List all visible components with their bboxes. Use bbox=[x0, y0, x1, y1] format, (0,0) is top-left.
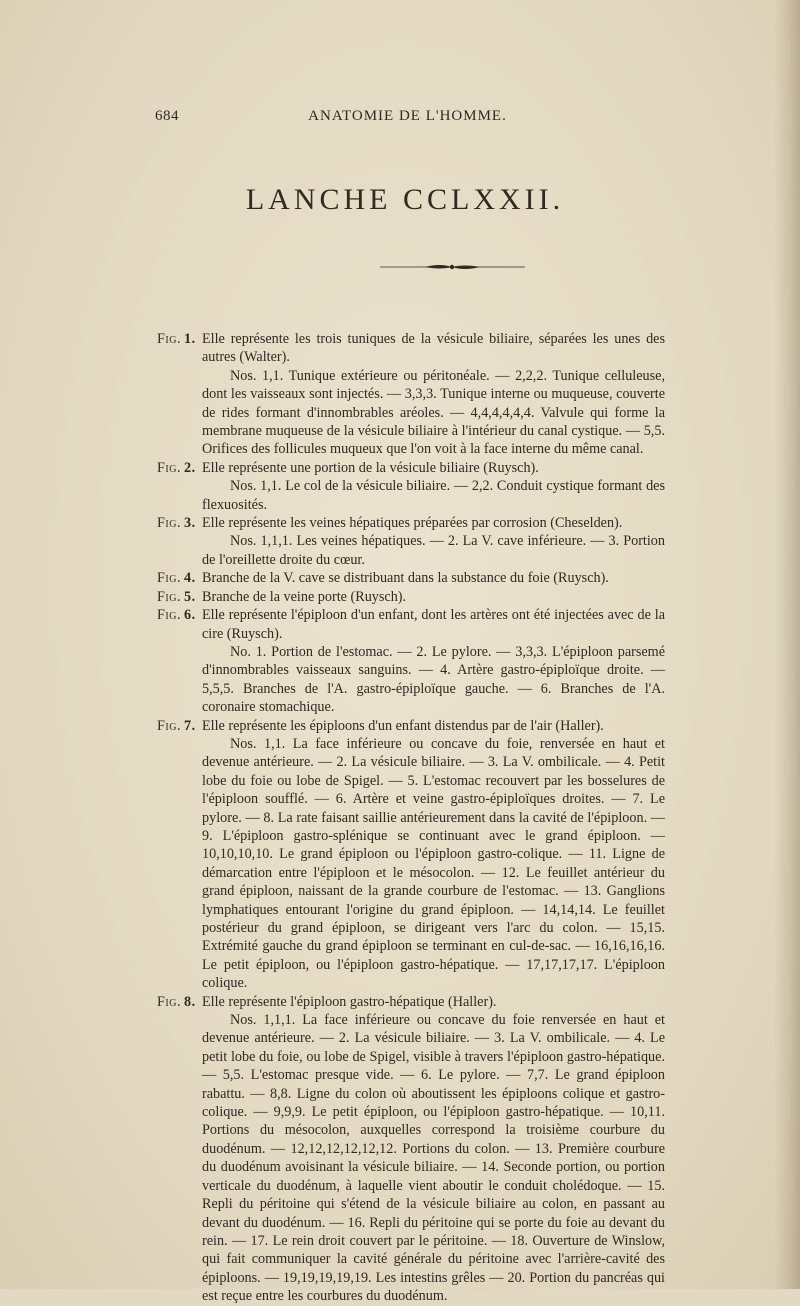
figure-caption: Elle représente l'épiploon d'un enfant, dont les artères ont été injectées avec de la cire (Ruysch). bbox=[202, 607, 665, 642]
figure-number: 2. bbox=[184, 459, 196, 476]
figure-detail: Nos. 1,1,1. La face inférieure ou concave du foie renversée en haut et devenue antérieure. — 2. La vésicule biliaire. — 3. La V. ombilicale. — 4. Le petit lobe du foie, ou lobe de Spigel, visible à travers l'épiploon gastro-hépatique. — 5,5. L'estomac presque vide. — 6. Le pylore. — 7,7. Le grand épiploon rabattu. — 8,8. Ligne du colon où aboutissent les épiploons colique et gastro-colique. — 9,9,9. Le petit épiploon, ou l'épiploon gastro-hépatique. — 10,11. Portions du mésocolon, auxquelles correspond la troisième courbure du duodénum. — 12,12,12,12,12,12. Portions du colon. — 13. Première courbure du duodénum avoisinant la vésicule biliaire. — 14. Seconde portion, ou portion verticale du duodénum, à laquelle vient aboutir le conduit cholédoque. — 15. Repli du péritoine qui s'étend de la vésicule biliaire au colon, en passant au devant du duodénum. — 16. Repli du péritoine qui se porte du foie au devant du rein. — 17. Le rein droit couvert par le péritoine. — 18. Ouverture de Winslow, qui fait communiquer la cavité générale du péritoine avec l'arrière-cavité des épiploons. — 19,19,19,19,19. Les intestins grêles — 20. Portion du pancréas qui est reçue entre les courbures du duodénum. bbox=[202, 1012, 665, 1305]
figure-detail: Nos. 1,1. Tunique extérieure ou péritonéale. — 2,2,2. Tunique celluleuse, dont les vaisseaux sont injectés. — 3,3,3. Tunique interne ou muqueuse, couverte de rides formant d'innombrables aréoles. — 4,4,4,4,4,4. Valvule qui forme la membrane muqueuse de la vésicule biliaire à l'intérieur du canal cystique. — 5,5. Orifices des follicules muqueux que l'on voit à la face interne du même canal. bbox=[202, 367, 665, 458]
figure-caption: Elle représente une portion de la vésicule biliaire (Ruysch). bbox=[202, 459, 539, 476]
figure-detail: No. 1. Portion de l'estomac. — 2. Le pylore. — 3,3,3. L'épiploon parsemé d'innombrables vaisseaux sanguins. — 4. Artère gastro-épiploïque droite. — 5,5,5. Branches de l'A. gastro-épiploïque gauche. — 6. Branches de l'A. coronaire stomachique. bbox=[202, 643, 665, 716]
figure-label bbox=[157, 606, 196, 624]
figure-entry bbox=[157, 717, 665, 993]
page-gutter-shadow bbox=[774, 0, 800, 1289]
figure-detail: Nos. 1,1,1. Les veines hépatiques. — 2. La V. cave inférieure. — 3. Portion de l'oreillette droite du cœur. bbox=[202, 533, 665, 568]
running-head bbox=[155, 108, 660, 130]
figure-label-text: Fig. bbox=[157, 570, 181, 587]
figure-entry bbox=[157, 993, 665, 1306]
figure-entry bbox=[157, 569, 665, 587]
figure-legend bbox=[157, 330, 665, 1306]
figure-detail: Nos. 1,1. La face inférieure ou concave du foie, renversée en haut et devenue antérieure. — 2. La vésicule biliaire. — 3. La V. ombilicale. — 4. Petit lobe du foie ou lobe de Spigel. — 5. L'estomac recouvert par les bosselures de l'épiploon soufflé. — 6. Artère et veine gastro-épiploïques droites. — 7. Le pylore. — 8. La rate faisant saillie antérieurement dans la cavité de l'épiploon. — 9. L'épiploon gastro-splénique se continuant avec le grand épiploon. — 10,10,10,10. Le grand épiploon ou l'épiploon gastro-colique. — 11. Ligne de démarcation entre l'épiploon et le mésocolon. — 12. Le feuillet antérieur du grand épiploon, naissant de la grande courbure de l'estomac. — 13. Ganglions lymphatiques entourant l'origine du grand épiploon. — 14,14,14. Le feuillet postérieur du grand épiploon, se dirigeant vers l'arc du colon. — 15,15. Extrémité gauche du grand épiploon se terminant en cul-de-sac. — 16,16,16,16. Le petit épiploon, ou l'épiploon gastro-hépatique. — 17,17,17,17. L'épiploon colique. bbox=[202, 735, 665, 992]
figure-label bbox=[157, 569, 196, 587]
ornament-divider bbox=[380, 262, 525, 272]
figure-number: 4. bbox=[184, 570, 196, 587]
figure-entry bbox=[157, 588, 665, 606]
figure-label bbox=[157, 459, 196, 477]
figure-label bbox=[157, 717, 196, 735]
figure-entry bbox=[157, 330, 665, 459]
figure-number: 7. bbox=[184, 717, 196, 734]
figure-caption: Elle représente l'épiploon gastro-hépatique (Haller). bbox=[202, 993, 497, 1010]
figure-number: 3. bbox=[184, 515, 196, 532]
figure-label bbox=[157, 330, 196, 348]
figure-label-text: Fig. bbox=[157, 331, 181, 347]
running-title: ANATOMIE DE L'HOMME. bbox=[308, 108, 507, 124]
figure-label bbox=[157, 993, 196, 1011]
figure-label-text: Fig. bbox=[157, 588, 181, 605]
figure-entry bbox=[157, 459, 665, 514]
figure-number: 1. bbox=[184, 331, 196, 347]
figure-caption: Elle représente les veines hépatiques préparées par corrosion (Cheselden). bbox=[202, 515, 623, 532]
figure-label-text: Fig. bbox=[157, 515, 181, 532]
figure-caption: Branche de la V. cave se distribuant dans la substance du foie (Ruysch). bbox=[202, 570, 609, 587]
figure-label-text: Fig. bbox=[157, 607, 181, 624]
figure-caption: Elle représente les trois tuniques de la vésicule biliaire, séparées les unes des autres (Walter). bbox=[202, 331, 665, 366]
page-number: 684 bbox=[155, 108, 179, 124]
figure-number: 8. bbox=[184, 993, 196, 1010]
figure-label-text: Fig. bbox=[157, 459, 181, 476]
plate-title: LANCHE CCLXXII. bbox=[245, 183, 565, 216]
figure-entry bbox=[157, 514, 665, 569]
figure-label bbox=[157, 514, 196, 532]
figure-caption: Branche de la veine porte (Ruysch). bbox=[202, 588, 407, 605]
figure-entry bbox=[157, 606, 665, 716]
figure-detail: Nos. 1,1. Le col de la vésicule biliaire. — 2,2. Conduit cystique formant des flexuosités. bbox=[202, 478, 665, 513]
figure-label bbox=[157, 588, 196, 606]
figure-label-text: Fig. bbox=[157, 993, 181, 1010]
figure-caption: Elle représente les épiploons d'un enfant distendus par de l'air (Haller). bbox=[202, 717, 604, 734]
figure-number: 6. bbox=[184, 607, 196, 624]
figure-label-text: Fig. bbox=[157, 717, 181, 734]
figure-number: 5. bbox=[184, 588, 196, 605]
